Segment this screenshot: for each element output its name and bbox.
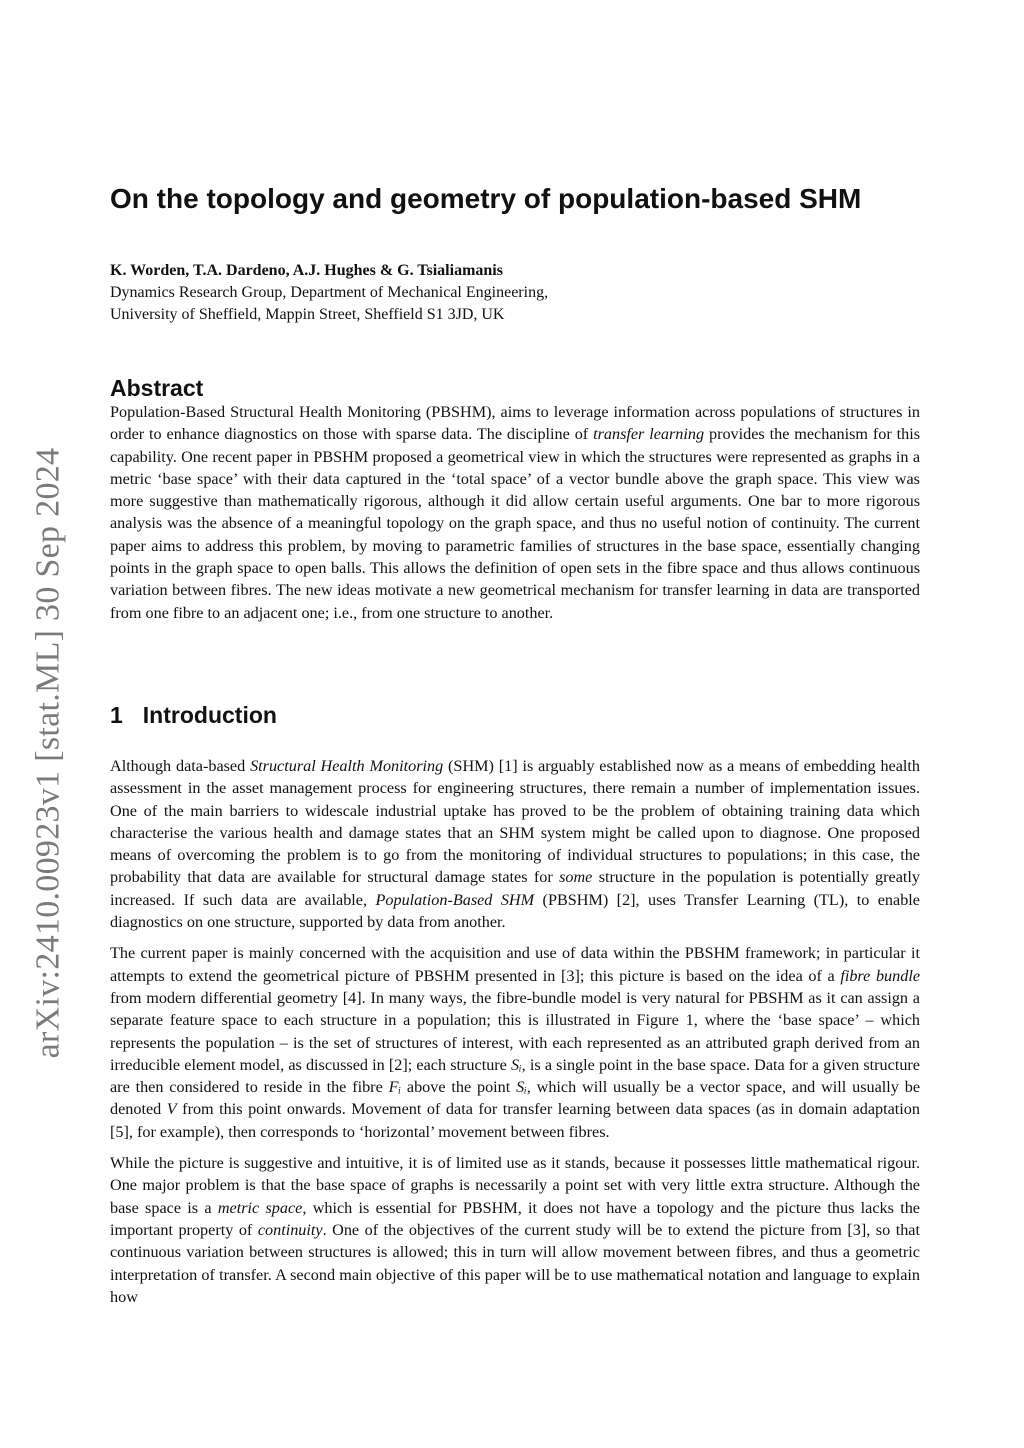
section-title: Introduction [142,702,277,728]
paper-title: On the topology and geometry of population-based SHM [110,183,862,214]
intro-p1-text-2: (SHM) [1] is arguably established now as a means of embedding health assessment in the asset management process for engineering structures, there remain a number of implementation issues. One of the main barriers to widescale industrial uptake has proved to be the problem of obtaining training data which characterise the various health and damage states that an SHM system might be called upon to diagnose. One proposed means of overcoming the problem is to go from the monitoring of individual structures to populations; in this case, the probability that data are available for structural damage states for [110,757,920,887]
intro-p2-math-2: Fᵢ [388,1078,402,1097]
intro-p3-text-1: While the picture is suggestive and intuitive, it is of limited use as it stands, because it possesses little mathematical rigour. One major problem is that the base space of graphs is necessarily a point set with very little extra structure. Although the base space is a [110,1154,920,1217]
intro-p3-text-3: . One of the objectives of the current study will be to extend the picture from [3], so that continuous variation between structures is allowed; this in turn will allow movement between fibres, and thus a geometric interpretation of transfer. A second main objective of this paper will be to use mathematical notation and language to explain how [110,1220,920,1306]
author-list: K. Worden, T.A. Dardeno, A.J. Hughes & G. Tsialiamanis [110,262,503,279]
intro-p1-emphasis-1: Structural Health Monitoring [250,757,444,775]
intro-p1-emphasis-3: Population-Based SHM [375,890,535,909]
intro-p2-math-3: Sᵢ [516,1078,527,1097]
author-block [110,260,920,326]
intro-p1-text-1: Although data-based [110,757,251,775]
introduction-body [110,755,920,1308]
section-heading-introduction [110,700,277,730]
intro-p2-text-1: The current paper is mainly concerned with the acquisition and use of data within the PBSHM framework; in particular it attempts to extend the geometrical picture of PBSHM presented in [3]; this picture is based on the idea of a [110,944,920,985]
intro-p1-emphasis-2: some [559,868,593,887]
intro-p1-text-3: structure in the population is potentially greatly increased. If such data are available, [110,868,921,909]
intro-p3-emphasis-2: continuity [257,1220,323,1239]
intro-paragraph-3 [110,1152,920,1308]
abstract-text-2: provides the mechanism for this capability. One recent paper in PBSHM proposed a geometrical view in which the structures were represented as graphs in a metric ‘base space’ with their data captured in the ‘total space’ of a vector bundle above the graph space. This view was more suggestive than mathematically rigorous, although it did allow certain useful arguments. One bar to more rigorous analysis was the absence of a meaningful topology on the graph space, and thus no useful notion of continuity. The current paper aims to address this problem, by moving to parametric families of structures in the base space, essentially changing points in the graph space to open balls. This allows the definition of open sets in the fibre space and thus allows continuous variation between fibres. The new ideas motivate a new geometrical mechanism for transfer learning in data are transported from one fibre to an adjacent one; i.e., from one structure to another. [110,425,921,622]
affiliation-line-2: University of Sheffield, Mappin Street, Sheffield S1 3JD, UK [110,306,505,323]
abstract-heading: Abstract [110,375,204,401]
intro-p2-text-5: , which will usually be a vector space, and will usually be denoted [110,1078,921,1119]
intro-p2-math-1: Sᵢ [511,1055,522,1074]
affiliation-line-1: Dynamics Research Group, Department of Mechanical Engineering, [110,284,549,301]
intro-p2-math-4: V [166,1100,177,1119]
intro-p1-text-4: (PBSHM) [2], uses Transfer Learning (TL), to enable diagnostics on one structure, supported by data from another. [110,890,920,932]
section-number: 1 [110,702,123,728]
intro-p2-text-6: from this point onwards. Movement of data for transfer learning between data spaces (as in domain adaptation [5], for example), then corresponds to ‘horizontal’ movement between fibres. [110,1100,920,1141]
abstract-paragraph [110,401,920,624]
intro-p3-text-2: , which is essential for PBSHM, it does not have a topology and the picture thus lacks the important property of [110,1198,920,1239]
abstract-text-1: Population-Based Structural Health Monitoring (PBSHM), aims to leverage information across populations of structures in order to enhance diagnostics on those with sparse data. The discipline of [110,403,920,444]
intro-p3-emphasis-1: metric space [217,1198,303,1217]
intro-p2-text-2: from modern differential geometry [4]. In many ways, the fibre-bundle model is very natural for PBSHM as it can assign a separate feature space to each structure in a population; this is illustrated in Figure 1, where the ‘base space’ – which represents the population – is the set of structures of interest, with each represented as an attributed graph derived from an irreducible element model, as discussed in [2]; each structure [110,988,920,1074]
abstract-emphasis-transfer-learning: transfer learning [593,425,705,444]
arxiv-identifier-stamp [8,438,88,1068]
arxiv-identifier-text: arXiv:2410.00923v1 [stat.ML] 30 Sep 2024 [29,447,66,1059]
intro-paragraph-2 [110,942,920,1143]
intro-paragraph-1 [110,755,920,933]
intro-p2-text-3: , is a single point in the base space. Data for a given structure are then considered to reside in the fibre [110,1055,920,1097]
intro-p2-text-4: above the point [401,1078,517,1097]
intro-p2-emphasis-1: fibre bundle [840,966,921,985]
